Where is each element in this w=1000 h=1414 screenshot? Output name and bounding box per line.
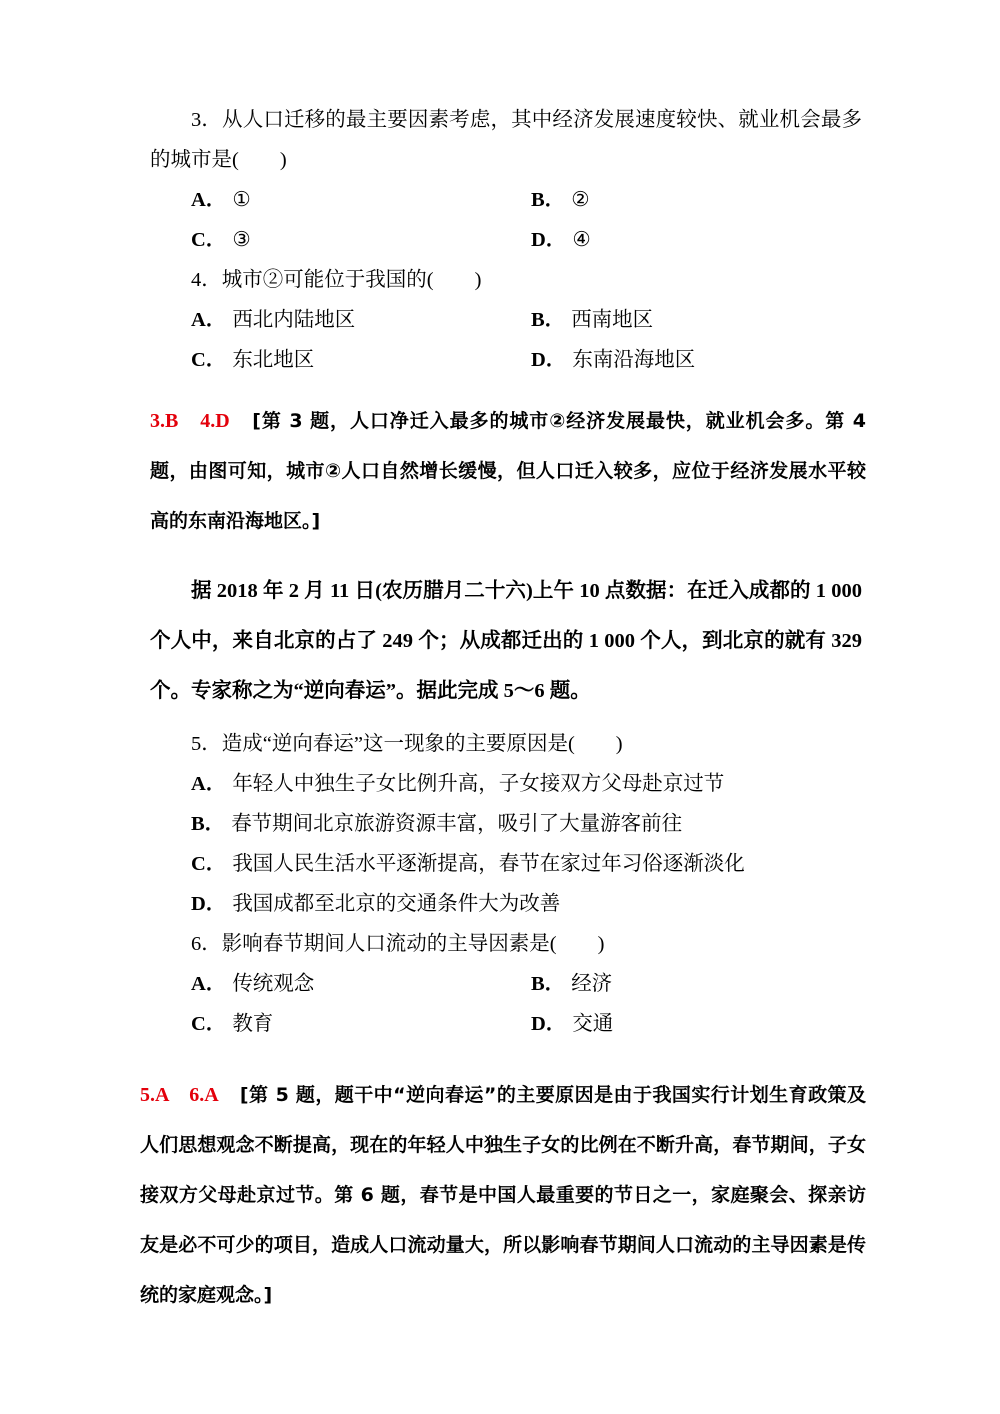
question-3-option-d[interactable] <box>531 220 862 260</box>
option-letter: B． <box>531 973 566 995</box>
option-text: 教育 <box>232 1013 274 1035</box>
option-text: 经济 <box>571 973 613 995</box>
option-letter: B． <box>531 309 566 331</box>
question-block-6 <box>150 924 862 1044</box>
explanation-block-5-6 <box>140 1070 866 1320</box>
question-3-options-row-2 <box>150 220 862 260</box>
question-block-4 <box>150 260 862 380</box>
question-6-option-b[interactable] <box>531 964 862 1004</box>
option-letter: A． <box>191 189 227 211</box>
option-text: 我国成都至北京的交通条件大为改善 <box>232 893 561 915</box>
option-letter: D． <box>531 229 567 251</box>
option-text: ② <box>571 189 590 211</box>
question-4-option-b[interactable] <box>531 300 862 340</box>
option-text: ③ <box>232 229 251 251</box>
question-3-option-c[interactable] <box>191 220 531 260</box>
question-5-option-a-row <box>150 764 862 804</box>
question-block-5 <box>150 724 862 924</box>
question-4-options-row-1 <box>150 300 862 340</box>
option-letter: A． <box>191 773 227 795</box>
answer-key-5-6: 5.A 6.A <box>140 1084 219 1106</box>
option-text: 东南沿海地区 <box>572 349 696 371</box>
option-letter: C． <box>191 229 227 251</box>
option-text: 我国人民生活水平逐渐提高，春节在家过年习俗逐渐淡化 <box>232 853 745 875</box>
option-letter: C． <box>191 349 227 371</box>
question-block-3 <box>150 100 862 260</box>
option-letter: C． <box>191 1013 227 1035</box>
question-3-options-row-1 <box>150 180 862 220</box>
question-4-option-d[interactable] <box>531 340 862 380</box>
question-6-option-a[interactable] <box>191 964 531 1004</box>
option-letter: A． <box>191 309 227 331</box>
question-6-options-row-1 <box>150 964 862 1004</box>
question-5-option-d[interactable] <box>191 884 862 924</box>
question-3-option-a[interactable] <box>191 180 531 220</box>
option-text: 传统观念 <box>232 973 315 995</box>
option-letter: D． <box>191 893 227 915</box>
option-letter: D． <box>531 1013 567 1035</box>
question-3-option-b[interactable] <box>531 180 862 220</box>
question-6-option-d[interactable] <box>531 1004 862 1044</box>
explanation-text-5-6: [第 5 题，题干中“逆向春运”的主要原因是由于我国实行计划生育政策及人们思想观念不断提高，现在的年轻人中独生子女的比例在不断升高，春节期间，子女接双方父母赴京过节。第 6 题，春节是中国人最重要的节日之一，家庭聚会、探亲访友是必不可少的项目，造成人口流动量大，所以影响春节期间人口流动的主导因素是传统的家庭观念。] <box>140 1084 866 1306</box>
question-5-option-c-row <box>150 844 862 884</box>
explanation-block-3-4 <box>150 396 866 546</box>
question-4-options-row-2 <box>150 340 862 380</box>
question-4-option-c[interactable] <box>191 340 531 380</box>
option-text: 春节期间北京旅游资源丰富，吸引了大量游客前往 <box>231 813 683 835</box>
option-text: 交通 <box>572 1013 614 1035</box>
question-3-stem: 3．从人口迁移的最主要因素考虑，其中经济发展速度较快、就业机会最多的城市是( ) <box>150 109 862 171</box>
option-letter: D． <box>531 349 567 371</box>
option-letter: C． <box>191 853 227 875</box>
option-letter: B． <box>191 813 226 835</box>
option-text: 西北内陆地区 <box>232 309 356 331</box>
question-5-option-b-row <box>150 804 862 844</box>
explanation-text-3-4: [第 3 题，人口净迁入最多的城市②经济发展最快，就业机会多。第 4 题，由图可知，城市②人口自然增长缓慢，但人口迁入较多，应位于经济发展水平较高的东南沿海地区。] <box>150 410 866 532</box>
page-content <box>140 100 866 1320</box>
option-letter: B． <box>531 189 566 211</box>
option-text: 东北地区 <box>232 349 315 371</box>
question-5-stem: 5．造成“逆向春运”这一现象的主要原因是( ) <box>191 733 623 755</box>
answer-key-3-4: 3.B 4.D <box>150 410 230 432</box>
option-text: ④ <box>572 229 591 251</box>
option-letter: A． <box>191 973 227 995</box>
option-text: ① <box>232 189 251 211</box>
passage-paragraph: 据 2018 年 2 月 11 日(农历腊月二十六)上午 10 点数据：在迁入成都的 1 000 个人中，来自北京的占了 249 个；从成都迁出的 1 000 个人，到北京的就有 329 个。专家称之为“逆向春运”。据此完成 5～6 题。 <box>150 580 862 702</box>
question-5-option-d-row <box>150 884 862 924</box>
question-5-option-a[interactable] <box>191 764 862 804</box>
question-6-stem: 6．影响春节期间人口流动的主导因素是( ) <box>191 933 605 955</box>
question-4-option-a[interactable] <box>191 300 531 340</box>
option-text: 西南地区 <box>571 309 654 331</box>
question-5-option-c[interactable] <box>191 844 862 884</box>
question-6-option-c[interactable] <box>191 1004 531 1044</box>
question-5-option-b[interactable] <box>191 804 862 844</box>
question-4-stem: 4．城市②可能位于我国的( ) <box>191 269 482 291</box>
question-6-options-row-2 <box>150 1004 862 1044</box>
option-text: 年轻人中独生子女比例升高，子女接双方父母赴京过节 <box>232 773 725 795</box>
